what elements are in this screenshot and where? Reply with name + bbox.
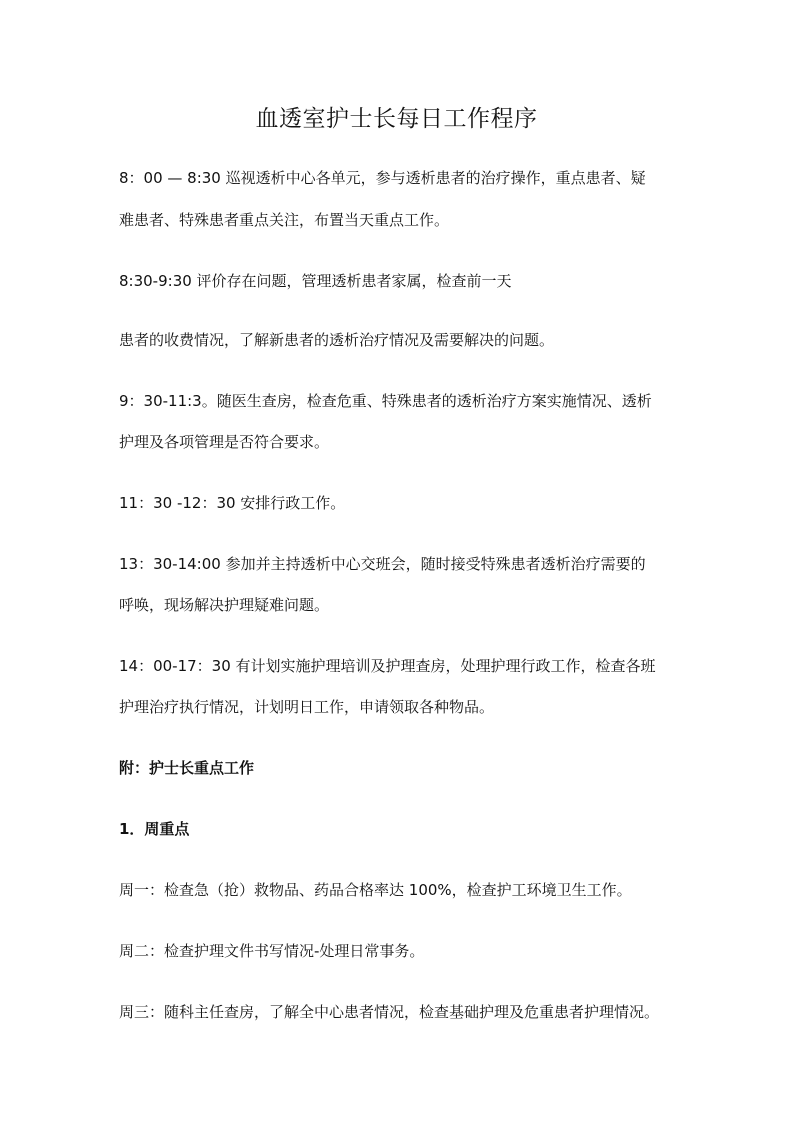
text-line-9: 呼唤，现场解决护理疑难问题。 bbox=[119, 596, 330, 614]
text-line-8: 13：30-14:00 参加并主持透析中心交班会，随时接受特殊患者透析治疗需要的 bbox=[119, 555, 646, 573]
subsection-heading-weekly: 1．周重点 bbox=[119, 820, 190, 838]
text-line-6: 护理及各项管理是否符合要求。 bbox=[119, 433, 330, 451]
section-heading-appendix: 附：护士长重点工作 bbox=[119, 759, 255, 777]
text-line-wednesday: 周三：随科主任查房，了解全中心患者情况，检查基础护理及危重患者护理情况。 bbox=[119, 1003, 660, 1021]
text-line-10: 14：00-17：30 有计划实施护理培训及护理查房，处理护理行政工作，检查各班 bbox=[119, 657, 656, 675]
text-line-monday: 周一：检查急（抢）救物品、药品合格率达 100%，检查护工环境卫生工作。 bbox=[119, 881, 632, 899]
text-line-7: 11：30 -12：30 安排行政工作。 bbox=[119, 494, 346, 512]
text-line-5: 9：30-11:3。随医生查房，检查危重、特殊患者的透析治疗方案实施情况、透析 bbox=[119, 392, 652, 410]
text-line-tuesday: 周二：检查护理文件书写情况-处理日常事务。 bbox=[119, 942, 425, 960]
text-line-2: 难患者、特殊患者重点关注，布置当天重点工作。 bbox=[119, 211, 450, 229]
text-line-1: 8：00 — 8:30 巡视透析中心各单元，参与透析患者的治疗操作，重点患者、疑 bbox=[119, 169, 646, 187]
document-title: 血透室护士长每日工作程序 bbox=[255, 106, 538, 132]
text-line-4: 患者的收费情况，了解新患者的透析治疗情况及需要解决的问题。 bbox=[119, 331, 555, 349]
text-line-11: 护理治疗执行情况，计划明日工作，申请领取各种物品。 bbox=[119, 698, 495, 716]
text-line-3: 8:30-9:30 评价存在问题，管理透析患者家属，检查前一天 bbox=[119, 272, 512, 290]
